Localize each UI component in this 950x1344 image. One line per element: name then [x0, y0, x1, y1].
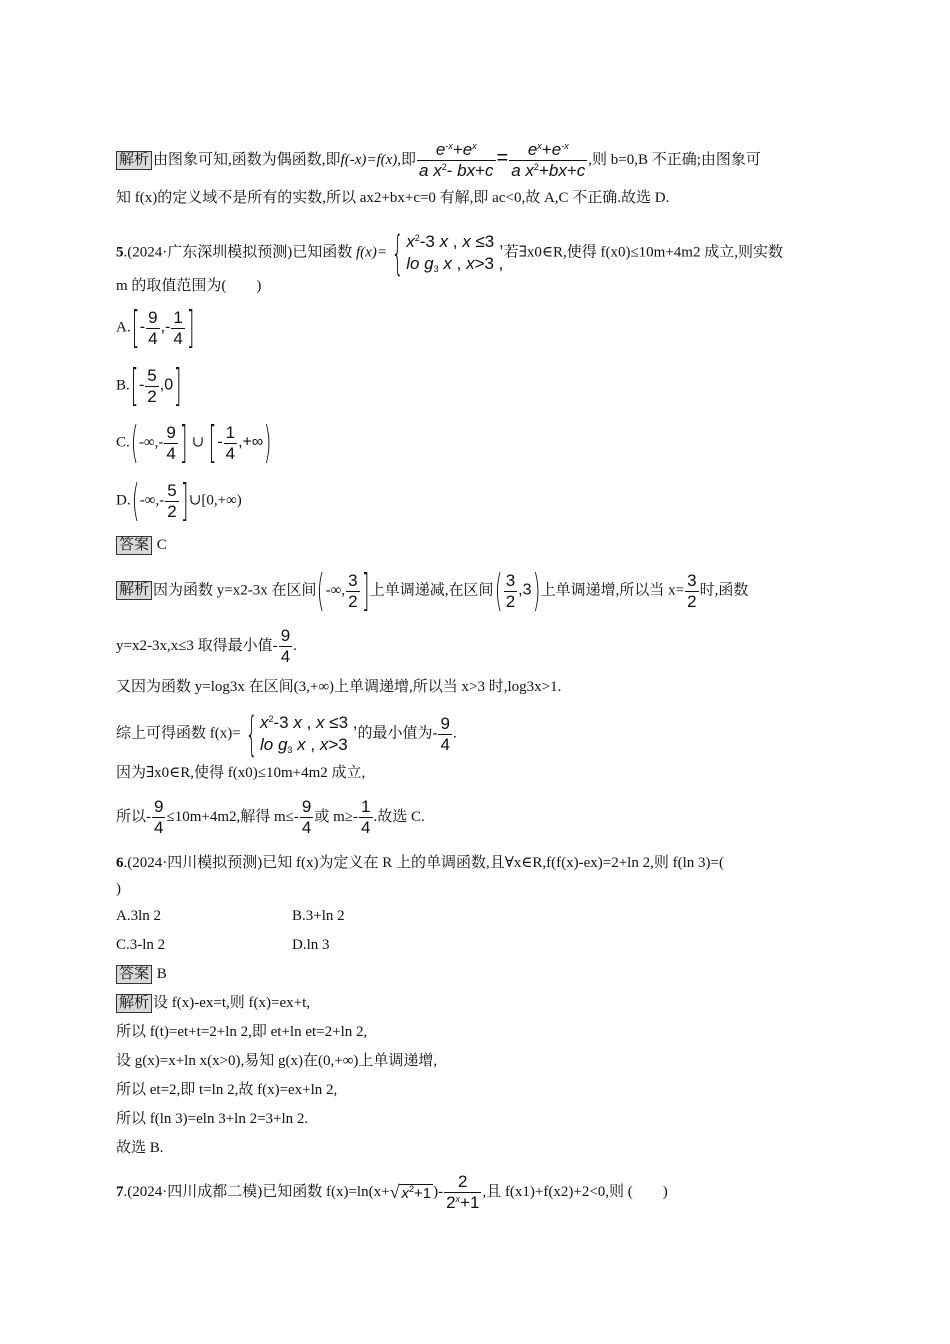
- q6-answer: 答案 B: [116, 964, 167, 984]
- q5-option-d[interactable]: D.(-∞,- $\frac{5}{2}$ ]∪[0,+∞): [116, 475, 242, 526]
- q6-stem-line2: ): [116, 881, 121, 897]
- q5-stem: 5.(2024·广东深圳模拟预测)已知函数 f(x)= { $x^2-3$ x , x ≤3 , lo $g_3$ x , x>3 , 若∃x0∈R,使得 f(x0)≤10m+4m2 成立,则实数: [116, 226, 783, 280]
- q6-analysis-line2: 所以 f(t)=et+t=2+ln 2,即 et+ln et=2+ln 2,: [116, 1024, 368, 1040]
- intro-fraction-2: $\frac{e^x+e^{-x}}{a x^2+bx+c}$: [511, 140, 586, 180]
- q6-option-d[interactable]: D.ln 3: [292, 937, 330, 953]
- q7-fraction: $\frac{2}{2^x+1}$: [446, 1172, 480, 1212]
- q5-option-b[interactable]: B.[- $\frac{5}{2}$ ,0]: [116, 360, 182, 411]
- q7-stem: 7.(2024·四川成都二模)已知函数 f(x)=ln(x+√ $x^2+1$ )- $\frac{2}{2^x+1}$ ,且 f(x1)+f(x2)+2<0,则 ( ): [116, 1172, 668, 1212]
- q6-stem: 6.(2024·四川模拟预测)已知 f(x)为定义在 R 上的单调函数,且∀x∈R,f(f(x)-ex)=2+ln 2,则 f(ln 3)=(: [116, 855, 724, 871]
- q5-piecewise: $x^2-3$ x , x ≤3 , lo $g_3$ x , x>3 ,: [406, 232, 504, 274]
- q5-option-c[interactable]: C.(-∞,- $\frac{9}{4}$ ] ∪ [- $\frac{1}{4}$ ,+∞): [116, 417, 272, 468]
- q6-analysis-line6: 故选 B.: [116, 1140, 164, 1156]
- intro-analysis-line2: 知 f(x)的定义域不是所有的实数,所以 ax2+bx+c=0 有解,即 ac<0,故 A,C 不正确.故选 D.: [116, 190, 670, 206]
- q5-analysis-line3: 又因为函数 y=log3x 在区间(3,+∞)上单调递增,所以当 x>3 时,log3x>1.: [116, 679, 562, 695]
- q5-analysis-line6: 所以- $\frac{9}{4}$ ≤10m+4m2,解得 m≤- $\frac{9}{4}$ 或 m≥- $\frac{1}{4}$ .故选 C.: [116, 797, 425, 837]
- q6-option-a[interactable]: A.3ln 2: [116, 908, 161, 924]
- q5-stem-line2: m 的取值范围为( ): [116, 278, 262, 294]
- q6-option-c[interactable]: C.3-ln 2: [116, 937, 166, 953]
- q5-answer: 答案 C: [116, 535, 167, 555]
- q5-analysis-line1: 解析 因为函数 y=x2-3x 在区间(-∞, $\frac{3}{2}$ ]上单调递减,在区间( $\frac{3}{2}$ ,3)上单调递增,所以当 x= $\frac{3}{2}$ 时,函数: [116, 569, 748, 613]
- answer-tag: 答案: [116, 965, 152, 984]
- q6-analysis-line5: 所以 f(ln 3)=eln 3+ln 2=3+ln 2.: [116, 1111, 309, 1127]
- q5-option-a[interactable]: A.[- $\frac{9}{4}$ ,- $\frac{1}{4}$ ]: [116, 302, 195, 353]
- analysis-tag: 解析: [116, 581, 152, 600]
- intro-fx: f(-x)=f(x),: [340, 151, 402, 168]
- q6-analysis-line1: 解析 设 f(x)-ex=t,则 f(x)=ex+t,: [116, 993, 310, 1013]
- q5-analysis-line5: 因为∃x0∈R,使得 f(x0)≤10m+4m2 成立,: [116, 765, 366, 781]
- q6-option-b[interactable]: B.3+ln 2: [292, 908, 345, 924]
- q5-brace: {: [391, 226, 404, 280]
- answer-tag: 答案: [116, 536, 152, 555]
- analysis-tag: 解析: [116, 994, 152, 1013]
- q7-number: 7: [116, 1183, 124, 1200]
- analysis-tag: 解析: [116, 151, 152, 170]
- q6-number: 6: [116, 855, 124, 871]
- q6-analysis-line4: 所以 et=2,即 t=ln 2,故 f(x)=ex+ln 2,: [116, 1082, 338, 1098]
- q5-analysis-line2: y=x2-3x,x≤3 取得最小值- $\frac{9}{4}$ .: [116, 626, 297, 666]
- q5-number: 5: [116, 244, 124, 261]
- intro-analysis-line1: 解析 由图象可知,函数为偶函数,即f(-x)=f(x),即 $\frac{e^{-x}+e^x}{a x^2- bx+c}$ = $\frac{e^x+e^{-x}}{a x^2+bx+c}$ ,则 b=0,B 不正确;由图象可: [116, 140, 761, 181]
- q6-analysis-line3: 设 g(x)=x+ln x(x>0),易知 g(x)在(0,+∞)上单调递增,: [116, 1053, 438, 1069]
- sqrt-radical: √ $x^2+1$: [389, 1181, 432, 1202]
- intro-fraction-1: $\frac{e^{-x}+e^x}{a x^2- bx+c}$: [419, 140, 494, 180]
- q5-analysis-line4: 综上可得函数 f(x)= { $x^2-3$ x , x ≤3 , lo $g_3$ x , x>3 的最小值为- $\frac{9}{4}$ .: [116, 707, 457, 761]
